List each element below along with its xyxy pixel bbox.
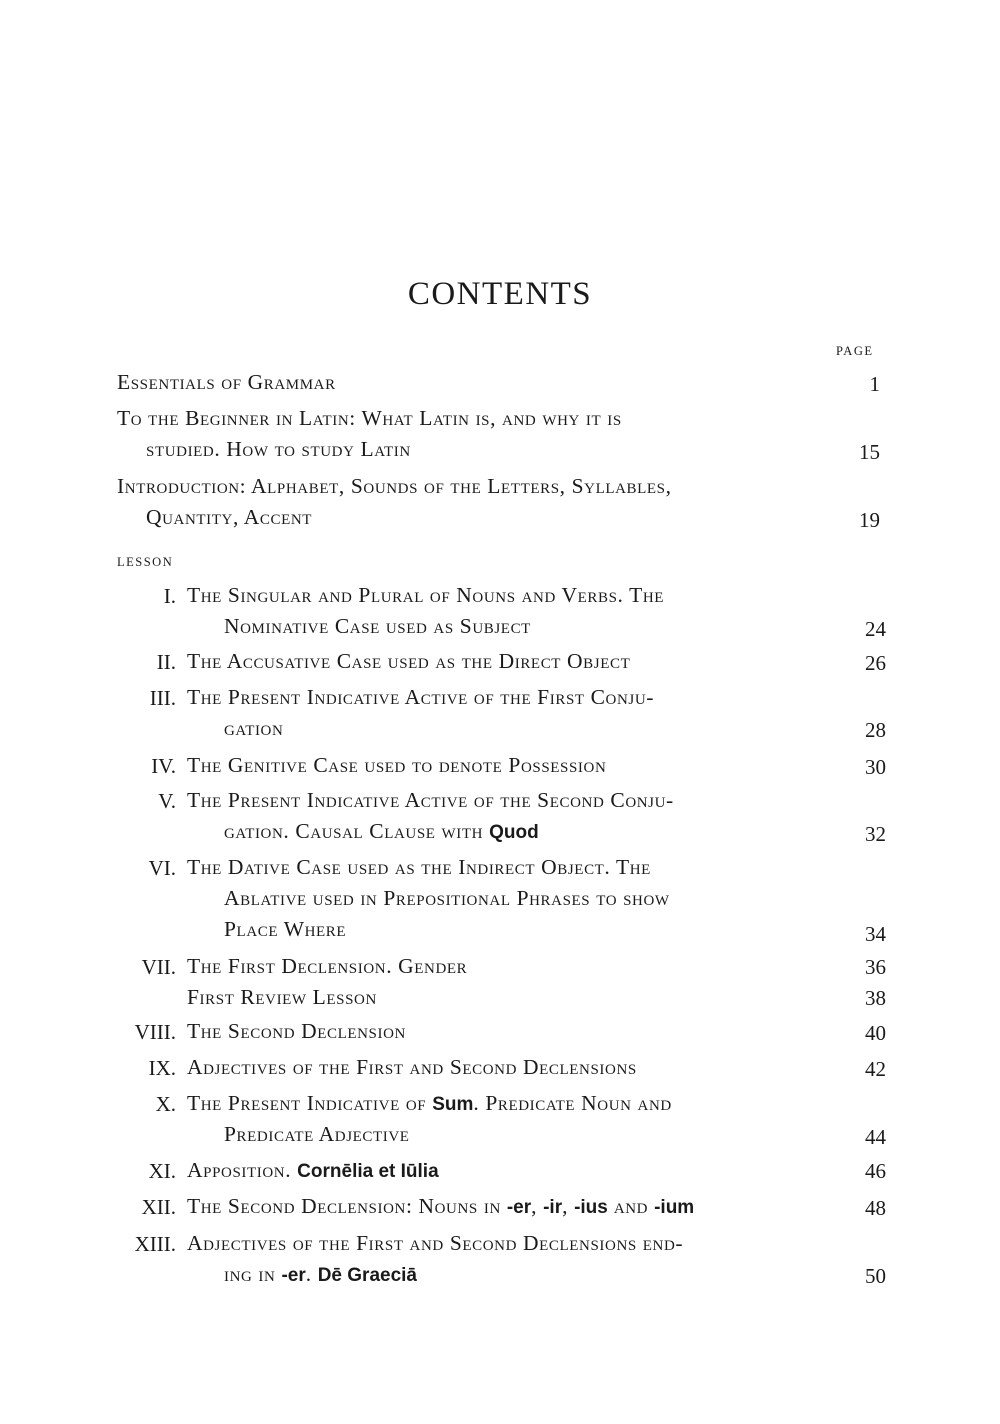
lesson-number: V. xyxy=(158,789,176,813)
lesson-title xyxy=(187,1158,439,1183)
lesson-title-cont: Nominative Case used as Subject xyxy=(224,614,531,638)
lesson-number: IX. xyxy=(148,1056,176,1080)
lesson-title: The Dative Case used as the Indirect Object. The xyxy=(187,855,651,879)
lesson-number: III. xyxy=(149,686,176,710)
toc-page: 44 xyxy=(865,1125,886,1149)
lesson-title-cont: ing in -er. Dē Graeciā xyxy=(224,1262,417,1286)
toc-page: 32 xyxy=(865,822,886,846)
lesson-title: Adjectives of the First and Second Declensions xyxy=(187,1055,637,1079)
toc-page: 38 xyxy=(865,986,886,1010)
toc-page: 24 xyxy=(865,617,886,641)
lesson-title-cont: Ablative used in Prepositional Phrases to show xyxy=(224,886,670,910)
latin-term: Sum xyxy=(432,1094,474,1115)
toc-page: 34 xyxy=(865,922,886,946)
toc-page: 42 xyxy=(865,1057,886,1081)
latin-term: -ir xyxy=(543,1197,563,1218)
lesson-number: XII. xyxy=(141,1195,176,1219)
lesson-title: The First Declension. Gender xyxy=(187,954,468,978)
lesson-title-cont: Place Where xyxy=(224,917,347,941)
toc-page: 30 xyxy=(865,755,886,779)
latin-term: -er xyxy=(281,1265,306,1286)
latin-term: Dē Graeciā xyxy=(317,1265,417,1286)
latin-term: -ium xyxy=(654,1197,695,1218)
lesson-title-review: First Review Lesson xyxy=(187,985,377,1009)
toc-entry-beginner-cont: studied. How to study Latin xyxy=(146,437,411,461)
lesson-number: X. xyxy=(155,1092,176,1116)
lesson-number: XIII. xyxy=(134,1232,176,1256)
lesson-title: The Present Indicative Active of the Second Conju- xyxy=(187,788,674,812)
toc-entry-introduction: Introduction: Alphabet, Sounds of the Letters, Syllables, xyxy=(117,474,672,498)
lesson-title: The Accusative Case used as the Direct Object xyxy=(187,649,631,673)
toc-page: 36 xyxy=(865,955,886,979)
lesson-title: The Singular and Plural of Nouns and Verbs. The xyxy=(187,583,665,607)
lesson-title: The Second Declension: Nouns in -er, -ir, -ius and -ium xyxy=(187,1194,695,1218)
lesson-title-text: The Present Indicative of xyxy=(187,1091,427,1115)
toc-page: 46 xyxy=(865,1159,886,1183)
latin-term: Quod xyxy=(489,822,539,843)
toc-page: 48 xyxy=(865,1196,886,1220)
lesson-number: XI. xyxy=(148,1159,176,1183)
toc-page: 19 xyxy=(859,508,880,532)
page-column-label: PAGE xyxy=(836,344,874,358)
page-title: CONTENTS xyxy=(407,276,593,312)
toc-page: 40 xyxy=(865,1021,886,1045)
lesson-title: Adjectives of the First and Second Declensions end- xyxy=(187,1231,684,1255)
lesson-number: VII. xyxy=(141,955,176,979)
lesson-title-text: Apposition. xyxy=(187,1158,292,1182)
lesson-title-text: ing in xyxy=(224,1262,276,1286)
lesson-title: The Second Declension xyxy=(187,1019,406,1043)
toc-entry-essentials: Essentials of Grammar xyxy=(117,370,336,394)
lesson-column-label: LESSON xyxy=(117,555,174,569)
toc-page: 28 xyxy=(865,718,886,742)
lesson-title-text: . Predicate Noun and xyxy=(473,1091,672,1115)
toc-page: 50 xyxy=(865,1264,886,1288)
lesson-title: The Genitive Case used to denote Possession xyxy=(187,753,607,777)
lesson-title-cont: Predicate Adjective xyxy=(224,1122,410,1146)
latin-term: -er xyxy=(506,1197,532,1218)
toc-page: 26 xyxy=(865,651,886,675)
lesson-title xyxy=(187,1091,672,1116)
lesson-title-text: and xyxy=(607,1194,655,1218)
lesson-number: IV. xyxy=(151,754,176,778)
lesson-number: VI. xyxy=(148,856,176,880)
lesson-title-text: The Second Declension: Nouns in xyxy=(187,1194,501,1218)
lesson-title: The Present Indicative Active of the First Conju- xyxy=(187,685,655,709)
lesson-title-cont xyxy=(224,819,539,844)
lesson-number: I. xyxy=(163,584,176,608)
toc-page: 15 xyxy=(859,440,880,464)
latin-term: Cornēlia et Iūlia xyxy=(297,1161,439,1182)
lesson-title-text: gation. Causal Clause with xyxy=(224,819,484,843)
lesson-number: VIII. xyxy=(134,1020,176,1044)
latin-term: -ius xyxy=(574,1197,608,1218)
lesson-number: II. xyxy=(156,650,176,674)
toc-entry-beginner: To the Beginner in Latin: What Latin is, and why it is xyxy=(117,406,622,430)
lesson-title-cont: gation xyxy=(224,716,284,740)
toc-page: 1 xyxy=(869,372,880,396)
toc-entry-introduction-cont: Quantity, Accent xyxy=(146,505,313,529)
